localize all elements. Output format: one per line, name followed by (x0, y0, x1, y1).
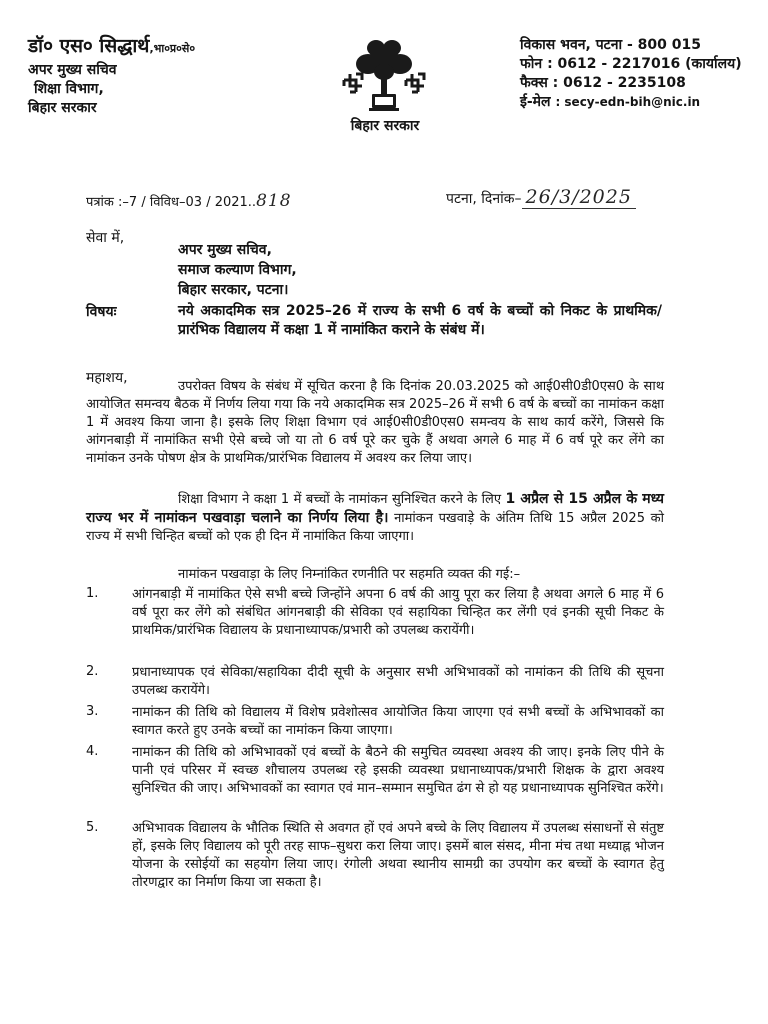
list-item-number: 1. (86, 586, 99, 601)
list-item-number: 2. (86, 664, 99, 679)
email-label: ई-मेल (520, 94, 551, 110)
fax-number: फैक्स : 0612 - 2235108 (520, 75, 686, 91)
body-paragraph-2 (86, 490, 664, 546)
subject-text: नये अकादमिक सत्र 2025–26 में राज्य के सभी 6 वर्ष के बच्चों को निकट के प्राथमिक/प्रारंभिक विद्यालय में कक्षा 1 में नामांकित कराने के संबंध में। (178, 303, 662, 338)
list-item-number: 4. (86, 744, 99, 759)
email-line (520, 93, 765, 112)
date-handwritten: 26/3/2025 (522, 186, 636, 209)
sender-name: डॉ० एस० सिद्धार्थ (28, 35, 150, 57)
contact-block (520, 36, 765, 112)
paragraph-2-end: नामांकन पखवाड़े के अंतिम तिथि 15 अप्रैल 2025 को राज्य में सभी चिन्हित बच्चों को एक ही दिन में नामांकित किया जाएगा। (86, 511, 664, 544)
sender-block (28, 34, 258, 118)
salutation: महाशय, (86, 370, 128, 386)
paragraph-2-highlight: 1 अप्रैल से 15 अप्रैल के मध्य राज्य भर में नामांकन पखवाड़ा चलाने का निर्णय लिया है। (86, 491, 664, 526)
seva-line: सेवा में, (86, 230, 125, 246)
addressee-line-3: बिहार सरकार, पटना। (178, 282, 289, 298)
date-prefix: पटना, दिनांक– (446, 191, 522, 207)
strategy-intro: नामांकन पखवाड़ा के लिए निम्नांकित रणनीति पर सहमति व्यक्त की गई:– (178, 567, 521, 582)
list-item-text: अभिभावक विद्यालय के भौतिक स्थिति से अवगत हों एवं अपने बच्चे के लिए विद्यालय में उपलब्ध संसाधनों से संतुष्ट हों, इसके लिए विद्यालय को पूरी तरह साफ–सुथरा करा लिया जाए। इसमें बाल संसद, मीना मंच तथा मध्याह्न भोजन योजना के रसोईयों का सहयोग लिया जाए। रंगोली अथवा स्थानीय सामग्री का उपयोग कर बच्चों के स्वागत हेतु तोरणद्वार का निर्माण किया जा सकता है। (132, 821, 664, 890)
sender-government: बिहार सरकार (28, 100, 97, 116)
addressee-block (178, 240, 297, 300)
phone-number: फोन : 0612 - 2217016 (कार्यालय) (520, 56, 742, 72)
emblem-label: बिहार सरकार (350, 118, 420, 134)
list-item-text: नामांकन की तिथि को अभिभावकों एवं बच्चों के बैठने की समुचित व्यवस्था अवश्य की जाए। इनके लिए पीने के पानी एवं परिसर में स्वच्छ शौचालय उपलब्ध रहे इसकी व्यवस्था प्रधानाध्यापक/प्रभारी शिक्षक के द्वारा अवश्य सुनिश्चित की जाए। अभिभावकों का स्वागत एवं मान–सम्मान समुचित ढंग से हो यह प्रधानाध्यापक सुनिश्चित करेंगे। (132, 745, 664, 796)
sender-designation: अपर मुख्य सचिव (28, 62, 117, 78)
email-address[interactable]: : secy-edn-bih@nic.in (555, 95, 701, 109)
list-item-number: 3. (86, 704, 99, 719)
list-item-text: नामांकन की तिथि को विद्यालय में विशेष प्रवेशोत्सव आयोजित किया जाएगा एवं सभी बच्चों के अभिभावकों का स्वागत करते हुए उनके बच्चों का नामांकन किया जाएगा। (132, 705, 664, 738)
office-address: विकास भवन, पटना - 800 015 (520, 37, 701, 53)
list-item-text: आंगनबाड़ी में नामांकित ऐसे सभी बच्चे जिन्होंने अपना 6 वर्ष की आयु पूरा कर लिया है अथवा अगले 6 माह में 6 वर्ष पूरा कर लेंगे को संबंधित आंगनबाड़ी की सेविका एवं सहायिका चिन्हित कर लेंगी एवं इनकी सूची निकट के प्राथमिक/प्रारंभिक विद्यालय के प्रधानाध्यापक/प्रभारी को उपलब्ध करायेंगी। (132, 587, 664, 638)
letter-date (446, 186, 636, 208)
reference-prefix: पत्रांक :–7 / विविध–03 / 2021.. (86, 195, 257, 210)
addressee-line-2: समाज कल्याण विभाग, (178, 262, 297, 278)
sender-department: शिक्षा विभाग, (34, 81, 104, 97)
subject-label: विषयः (86, 304, 117, 320)
reference-handwritten: 818 (256, 191, 292, 211)
list-item-text: प्रधानाध्यापक एवं सेविका/सहायिका दीदी सूची के अनुसार सभी अभिभावकों को नामांकन की तिथि की सूचना उपलब्ध करायेंगे। (132, 665, 664, 698)
paragraph-2-start: शिक्षा विभाग ने कक्षा 1 में बच्चों के नामांकन सुनिश्चित करने के लिए (178, 492, 506, 507)
body-paragraph-1: उपरोक्त विषय के संबंध में सूचित करना है कि दिनांक 20.03.2025 को आई0सी0डी0एस0 के साथ आयोजित समन्वय बैठक में निर्णय लिया गया कि नये अकादमिक सत्र 2025–26 में सभी 6 वर्ष के बच्चों का नामांकन कक्षा 1 में अवश्य किया जाना है। इसके लिए शिक्षा विभाग एवं आई0सी0डी0एस0 समन्वय के साथ कार्य करेंगे, जिससे कि आंगनबाड़ी में नामांकित सभी ऐसे बच्चे जो या तो 6 वर्ष पूरे कर चुके हैं अथवा अगले 6 माह में 6 वर्ष पूरे कर लेंगे का नामांकन उनके पोषण क्षेत्र के प्राथमिक/प्रारंभिक विद्यालय में अवश्य कर लिया जाए। (86, 379, 664, 466)
sender-name-line (28, 34, 258, 61)
bodhi-tree-emblem-icon (334, 36, 434, 116)
sender-degree: ,भा०प्र०से० (149, 42, 196, 55)
reference-number (86, 191, 292, 211)
list-item-number: 5. (86, 820, 99, 835)
addressee-line-1: अपर मुख्य सचिव, (178, 242, 272, 258)
